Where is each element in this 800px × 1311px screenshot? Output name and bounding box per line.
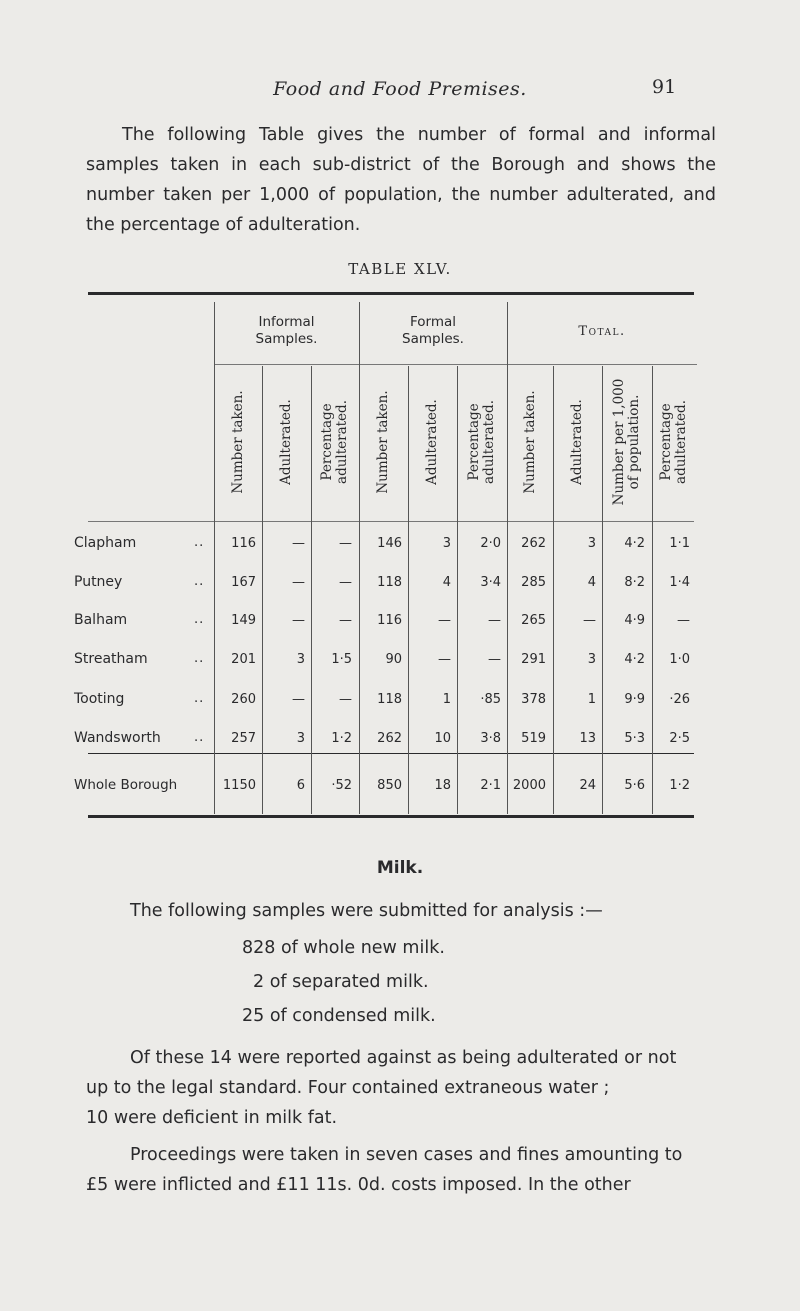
table-cell: — [339, 536, 352, 551]
total-cell: 5·6 [624, 778, 645, 793]
leader-dots: .. [194, 535, 205, 550]
table-cell: 1·2 [331, 731, 352, 746]
total-cell: 850 [377, 778, 402, 793]
group-header-informal: Informal Samples. [255, 314, 318, 347]
col-rule [408, 366, 409, 814]
table-title: TABLE XLV. [348, 260, 452, 278]
table-cell: — [488, 613, 501, 628]
total-separator-rule [88, 753, 694, 754]
row-label: Balham [74, 612, 128, 628]
table-cell: ·85 [480, 692, 501, 707]
column-header-label: Adulterated. [423, 399, 440, 485]
table-cell: 4·2 [624, 652, 645, 667]
table-cell: 1·4 [669, 575, 690, 590]
table-cell: 265 [521, 613, 546, 628]
table-cell: — [438, 613, 451, 628]
text-line: Proceedings were taken in seven cases and fines amounting to [130, 1145, 683, 1165]
total-cell: 2·1 [480, 778, 501, 793]
column-header-label: Number per 1,000 of population. [611, 378, 642, 506]
table-cell: 260 [231, 692, 256, 707]
table-cell: — [292, 613, 305, 628]
table-cell: 262 [377, 731, 402, 746]
page-number: 91 [652, 76, 677, 98]
table-cell: 378 [521, 692, 546, 707]
leader-dots: .. [194, 730, 205, 745]
table-cell: 1·0 [669, 652, 690, 667]
table-cell: — [292, 536, 305, 551]
row-label: Tooting [74, 691, 125, 707]
table-bottom-rule [88, 815, 694, 818]
table-cell: 257 [231, 731, 256, 746]
page-header-title: Food and Food Premises. [273, 78, 527, 100]
row-label: Putney [74, 574, 123, 590]
intro-paragraph: The following Table gives the number of formal and informal samples taken in each sub-district of the Borough and shows the number taken per 1,000 of population, the number adulterated, and the percentage of adulteration. [86, 125, 716, 235]
total-cell: 24 [579, 778, 596, 793]
column-header-label: Number taken. [521, 390, 538, 494]
group-underline-formal [359, 364, 507, 365]
total-cell: 18 [434, 778, 451, 793]
table-cell: 5·3 [624, 731, 645, 746]
table-cell: — [339, 613, 352, 628]
total-cell: 1·2 [669, 778, 690, 793]
table-cell: 13 [579, 731, 596, 746]
total-cell: 1150 [222, 778, 256, 793]
text-line: £5 were inflicted and £11 11s. 0d. costs imposed. In the other [86, 1175, 631, 1195]
group-header-total: Total. [578, 324, 626, 339]
milk-lead-text: The following samples were submitted for analysis :— [130, 901, 603, 921]
leader-dots: .. [194, 651, 205, 666]
table-cell: ·26 [669, 692, 690, 707]
text-line: Of these 14 were reported against as being adulterated or not [130, 1048, 677, 1068]
column-header-label: Number taken. [229, 390, 246, 494]
milk-item: 25 of condensed milk. [242, 1006, 436, 1026]
table-cell: 201 [231, 652, 256, 667]
col-rule [602, 366, 603, 814]
table-cell: 118 [377, 692, 402, 707]
column-header-label: Adulterated. [277, 399, 294, 485]
table-cell: 10 [434, 731, 451, 746]
table-cell: — [339, 575, 352, 590]
total-cell: 6 [296, 778, 305, 793]
table-cell: — [292, 575, 305, 590]
table-cell: 116 [377, 613, 402, 628]
table-cell: 118 [377, 575, 402, 590]
column-header-label: Percentage adulterated. [658, 400, 689, 484]
table-cell: 291 [521, 652, 546, 667]
table-cell: 262 [521, 536, 546, 551]
table-cell: — [438, 652, 451, 667]
total-cell: ·52 [331, 778, 352, 793]
row-label: Wandsworth [74, 730, 161, 746]
table-xlv [0, 290, 800, 820]
table-cell: 1·5 [331, 652, 352, 667]
total-row-label: Whole Borough [74, 777, 178, 793]
col-rule [311, 366, 312, 814]
table-cell: 4 [442, 575, 451, 590]
table-cell: 167 [231, 575, 256, 590]
table-cell: 3·4 [480, 575, 501, 590]
table-cell: 519 [521, 731, 546, 746]
header-bottom-rule [88, 521, 694, 522]
table-cell: 1 [442, 692, 451, 707]
table-cell: — [488, 652, 501, 667]
table-cell: 4 [587, 575, 596, 590]
milk-item: 2 of separated milk. [253, 972, 429, 992]
table-cell: — [292, 692, 305, 707]
milk-item: 828 of whole new milk. [242, 938, 445, 958]
milk-paragraph-1 [86, 1043, 716, 1133]
group-underline-informal [214, 364, 359, 365]
row-label: Streatham [74, 651, 148, 667]
table-cell: 285 [521, 575, 546, 590]
milk-paragraph-2 [86, 1140, 726, 1200]
milk-section-title: Milk. [376, 858, 424, 878]
table-cell: 2·5 [669, 731, 690, 746]
table-cell: 90 [385, 652, 402, 667]
table-cell: 9·9 [624, 692, 645, 707]
column-header-label: Percentage adulterated. [466, 400, 497, 484]
table-cell: 1 [587, 692, 596, 707]
table-cell: 149 [231, 613, 256, 628]
table-cell: 3·8 [480, 731, 501, 746]
table-cell: 1·1 [669, 536, 690, 551]
table-cell: 3 [587, 652, 596, 667]
table-top-rule [88, 292, 694, 295]
table-cell: 4·2 [624, 536, 645, 551]
table-cell: 3 [296, 731, 305, 746]
text-line: up to the legal standard. Four contained extraneous water ; [86, 1078, 610, 1098]
table-cell: 4·9 [624, 613, 645, 628]
col-rule [652, 366, 653, 814]
table-cell: 3 [296, 652, 305, 667]
table-cell: 3 [442, 536, 451, 551]
group-underline-total [507, 364, 697, 365]
table-cell: 3 [587, 536, 596, 551]
table-cell: 8·2 [624, 575, 645, 590]
col-rule [553, 366, 554, 814]
column-header-label: Percentage adulterated. [319, 400, 350, 484]
table-cell: — [339, 692, 352, 707]
table-cell: 116 [231, 536, 256, 551]
leader-dots: .. [194, 612, 205, 627]
col-rule [457, 366, 458, 814]
leader-dots: .. [194, 691, 205, 706]
column-header-label: Number taken. [374, 390, 391, 494]
table-cell: 146 [377, 536, 402, 551]
total-cell: 2000 [512, 778, 546, 793]
row-label: Clapham [74, 535, 137, 551]
group-header-formal: Formal Samples. [402, 314, 464, 347]
table-cell: 2·0 [480, 536, 501, 551]
column-header-label: Adulterated. [568, 399, 585, 485]
table-cell: — [583, 613, 596, 628]
leader-dots: .. [194, 574, 205, 589]
text-line: 10 were deficient in milk fat. [86, 1108, 338, 1128]
col-rule [262, 366, 263, 814]
table-cell: — [677, 613, 690, 628]
